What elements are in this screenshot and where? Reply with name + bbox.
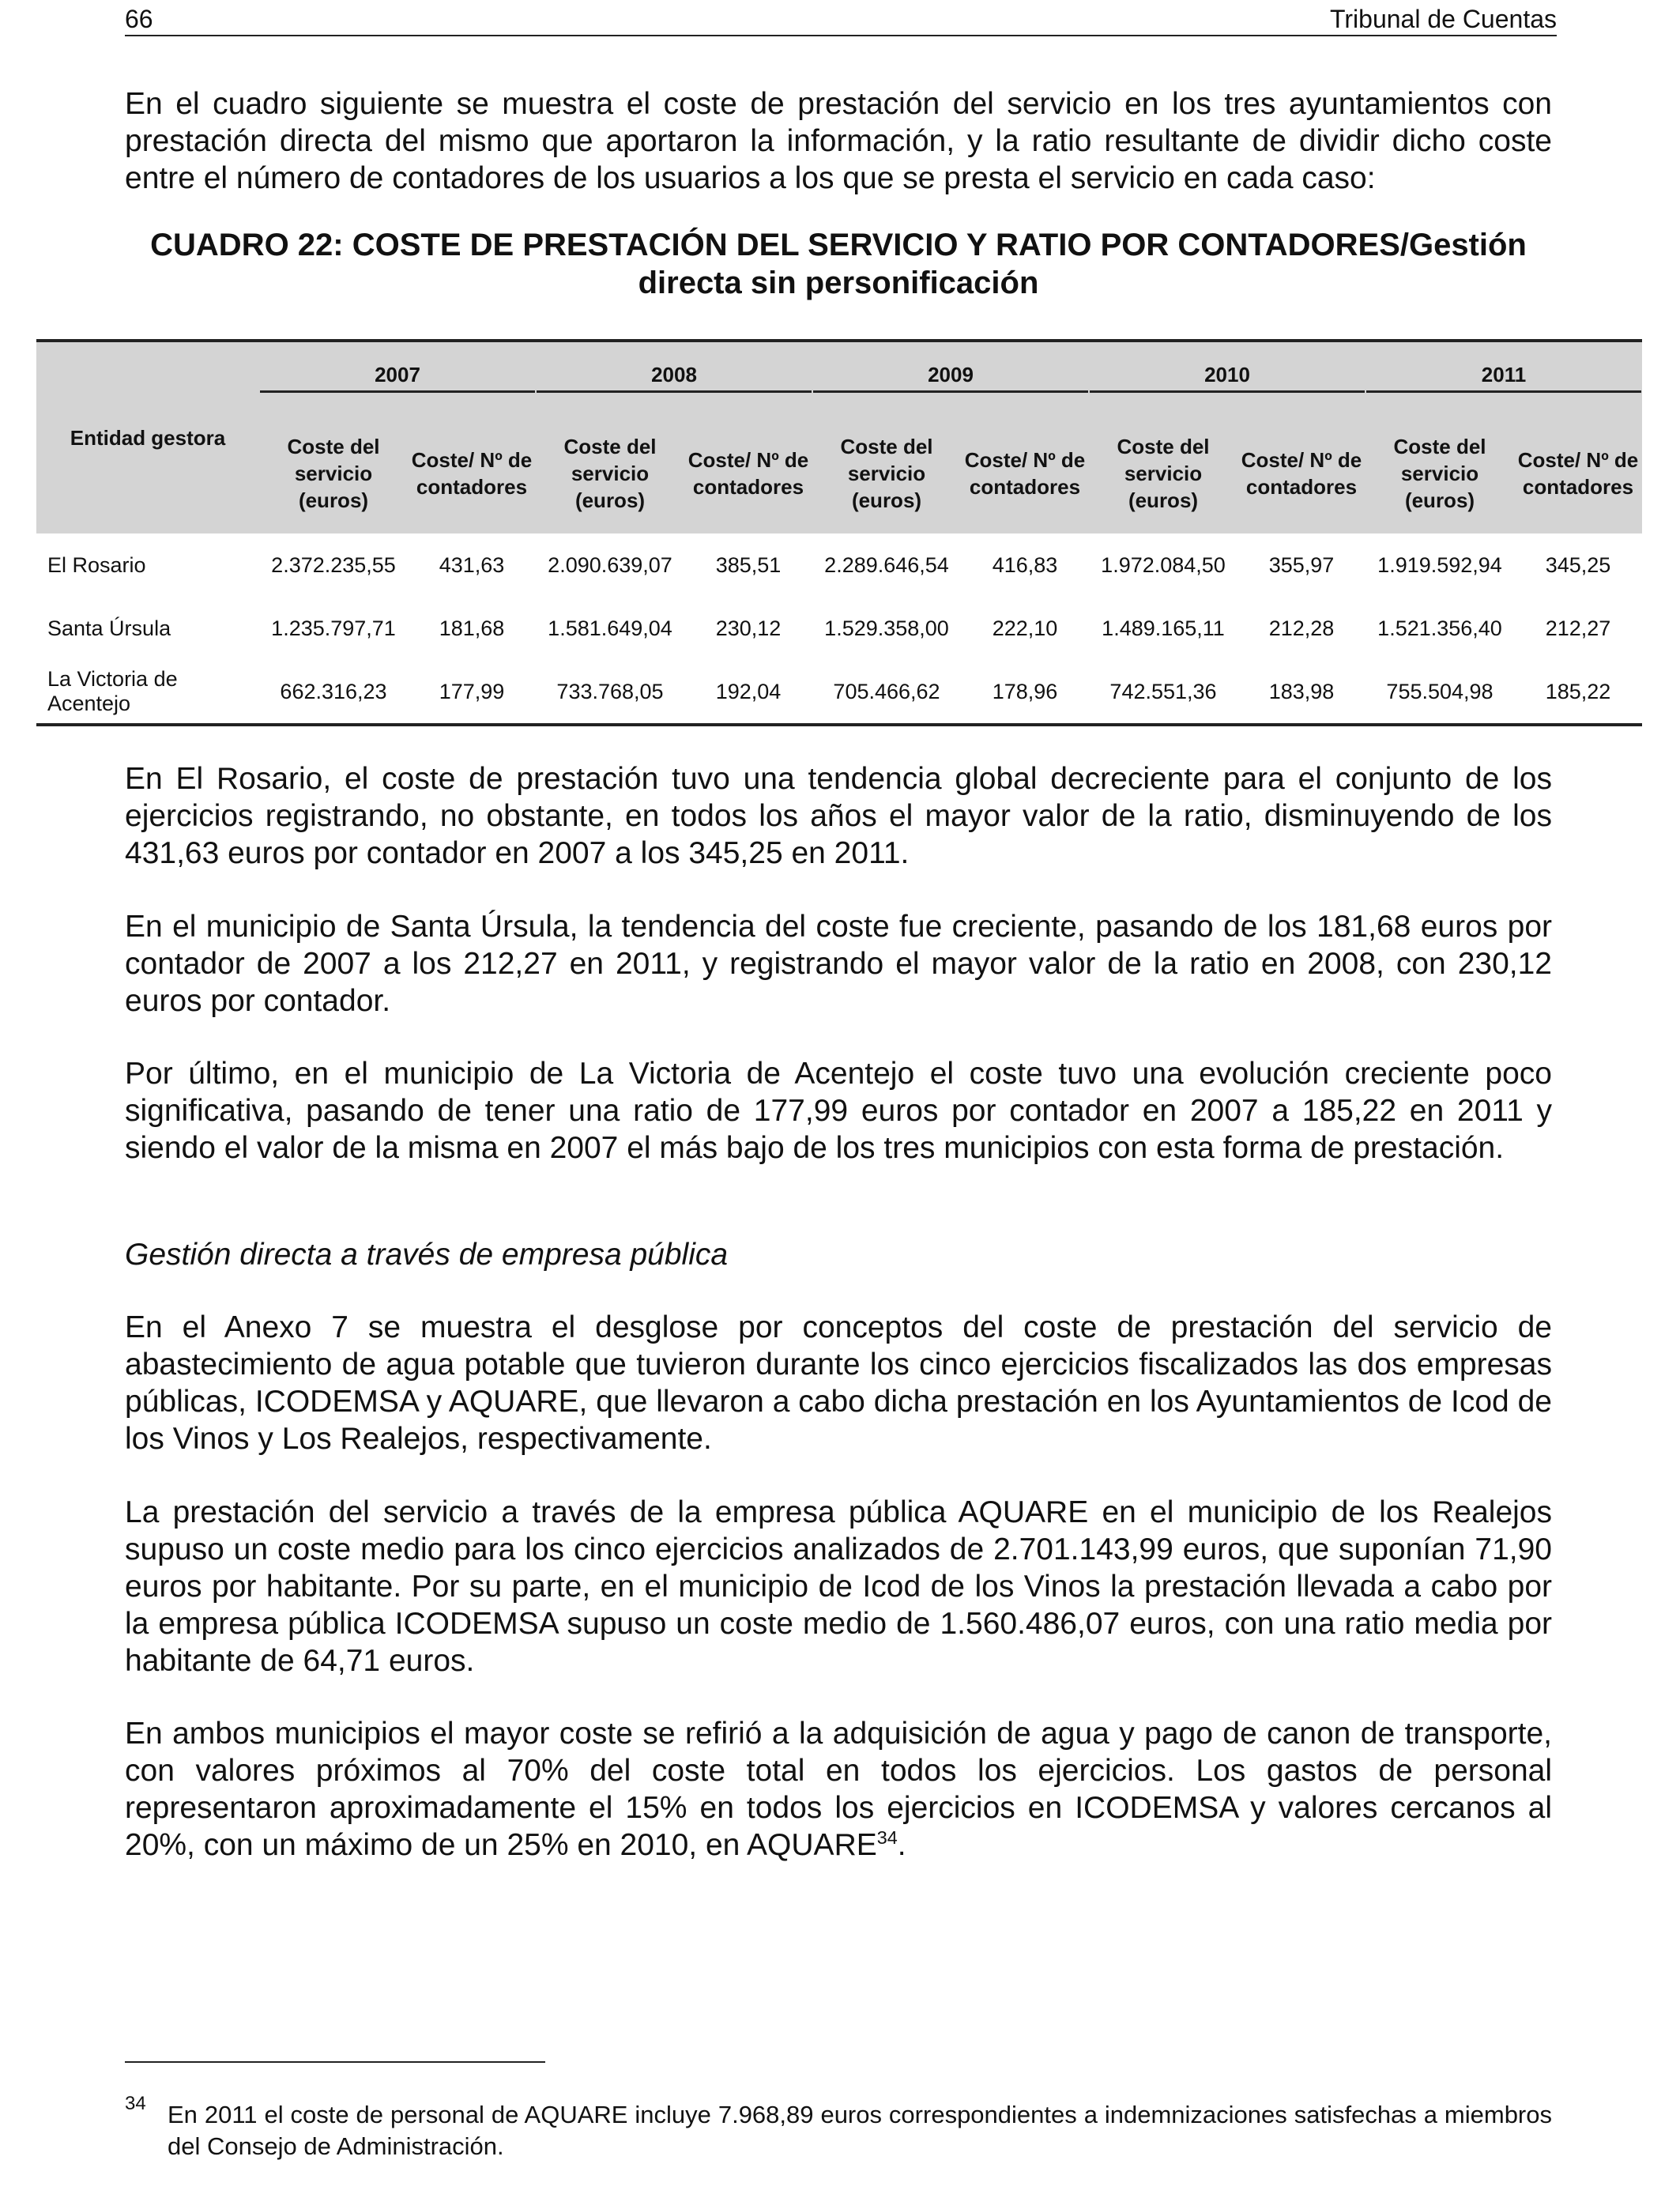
page-header <box>125 3 1557 36</box>
ratio-cell: 178,96 <box>961 660 1089 725</box>
cost-subheader: Coste del servicio (euros) <box>536 413 684 533</box>
year-header: 2008 <box>536 341 812 413</box>
entity-cell: Santa Úrsula <box>36 597 259 660</box>
ratio-cell: 431,63 <box>408 533 536 597</box>
year-header: 2007 <box>259 341 536 413</box>
paragraph-santa-ursula: En el municipio de Santa Úrsula, la tendencia del coste fue creciente, pasando de los 181,68 euros por contador de 2007 a los 212,27 en 2011, y registrando el mayor valor de la ratio en 2008, con 230,12 euros por contador. <box>125 910 1552 1018</box>
footnote-number: 34 <box>125 2093 146 2114</box>
ratio-cell: 185,22 <box>1514 660 1642 725</box>
ratio-subheader: Coste/ Nº de contadores <box>1514 413 1642 533</box>
cost-subheader: Coste del servicio (euros) <box>812 413 961 533</box>
cost-cell: 742.551,36 <box>1089 660 1237 725</box>
header-title: Tribunal de Cuentas <box>1330 5 1557 33</box>
ratio-subheader: Coste/ Nº de contadores <box>684 413 812 533</box>
page-number: 66 <box>125 5 153 33</box>
ratio-cell: 385,51 <box>684 533 812 597</box>
entity-header: Entidad gestora <box>36 341 259 533</box>
table-row <box>36 660 1642 725</box>
cost-subheader: Coste del servicio (euros) <box>1089 413 1237 533</box>
cost-subheader: Coste del servicio (euros) <box>259 413 408 533</box>
year-header: 2010 <box>1089 341 1365 413</box>
cost-cell: 2.289.646,54 <box>812 533 961 597</box>
table-subheader-row <box>36 413 1642 533</box>
ratio-cell: 222,10 <box>961 597 1089 660</box>
cost-cell: 1.972.084,50 <box>1089 533 1237 597</box>
ratio-cell: 416,83 <box>961 533 1089 597</box>
cost-cell: 1.235.797,71 <box>259 597 408 660</box>
paragraph-anexo-7: En el Anexo 7 se muestra el desglose por conceptos del coste de prestación del servicio de abastecimiento de agua potable que tuvieron durante los cinco ejercicios fiscalizados las dos empresas públicas, ICODEMSA y AQUARE, que llevaron a cabo dicha prestación en los Ayuntamientos de Icod de los Vinos y Los Realejos, respectivamente. <box>125 1310 1552 1456</box>
table-title: CUADRO 22: COSTE DE PRESTACIÓN DEL SERVICIO Y RATIO POR CONTADORES/Gestión directa sin personificación <box>150 228 1527 300</box>
cost-table-wrapper <box>36 339 1640 726</box>
ratio-cell: 355,97 <box>1237 533 1365 597</box>
ratio-cell: 192,04 <box>684 660 812 725</box>
cost-cell: 755.504,98 <box>1365 660 1514 725</box>
paragraph-aquare-icodemsa: La prestación del servicio a través de la empresa pública AQUARE en el municipio de los Realejos supuso un coste medio para los cinco ejercicios analizados de 2.701.143,99 euros, que suponían 71,90 euros por habitante. Por su parte, en el municipio de Icod de los Vinos la prestación llevada a cabo por la empresa pública ICODEMSA supuso un coste medio de 1.560.486,07 euros, con una ratio media por habitante de 64,71 euros. <box>125 1495 1552 1678</box>
footnote-separator <box>125 2061 545 2063</box>
cost-cell: 2.090.639,07 <box>536 533 684 597</box>
paragraph-cost-breakdown: En ambos municipios el mayor coste se refirió a la adquisición de agua y pago de canon de transporte, con valores próximos al 70% del coste total en todos los ejercicios. Los gastos de personal representaron aproximadamente el 15% en todos los ejercicios en ICODEMSA y valores cercanos al 20%, con un máximo de un 25% en 2010, en AQUARE$^{34}$. <box>125 1717 1552 1862</box>
cost-cell: 1.521.356,40 <box>1365 597 1514 660</box>
section-subheading: Gestión directa a través de empresa pública <box>125 1238 729 1272</box>
cost-cell: 1.529.358,00 <box>812 597 961 660</box>
cost-subheader: Coste del servicio (euros) <box>1365 413 1514 533</box>
year-header: 2009 <box>812 341 1089 413</box>
entity-cell: La Victoria de Acentejo <box>36 660 259 725</box>
table-year-header-row <box>36 341 1642 413</box>
cost-cell: 1.919.592,94 <box>1365 533 1514 597</box>
ratio-cell: 345,25 <box>1514 533 1642 597</box>
entity-cell: El Rosario <box>36 533 259 597</box>
ratio-cell: 230,12 <box>684 597 812 660</box>
ratio-subheader: Coste/ Nº de contadores <box>408 413 536 533</box>
ratio-cell: 181,68 <box>408 597 536 660</box>
intro-paragraph: En el cuadro siguiente se muestra el coste de prestación del servicio en los tres ayuntamientos con prestación directa del mismo que aportaron la información, y la ratio resultante de dividir dicho coste entre el número de contadores de los usuarios a los que se presta el servicio en cada caso: <box>125 87 1552 195</box>
footnote-reference[interactable]: 34 <box>876 1827 898 1848</box>
paragraph-la-victoria: Por último, en el municipio de La Victoria de Acentejo el coste tuvo una evolución creciente poco significativa, pasando de tener una ratio de 177,99 euros por contador en 2007 a 185,22 en 2011 y siendo el valor de la misma en 2007 el más bajo de los tres municipios con esta forma de prestación. <box>125 1057 1552 1165</box>
paragraph-el-rosario: En El Rosario, el coste de prestación tuvo una tendencia global decreciente para el conjunto de los ejercicios registrando, no obstante, en todos los años el mayor valor de la ratio, disminuyendo de los 431,63 euros por contador en 2007 a los 345,25 en 2011. <box>125 762 1552 870</box>
ratio-cell: 212,28 <box>1237 597 1365 660</box>
cost-cell: 1.581.649,04 <box>536 597 684 660</box>
ratio-subheader: Coste/ Nº de contadores <box>1237 413 1365 533</box>
year-header: 2011 <box>1365 341 1642 413</box>
footnote-text: En 2011 el coste de personal de AQUARE incluye 7.968,89 euros correspondientes a indemnizaciones satisfechas a miembros del Consejo de Administración. <box>168 2101 1552 2160</box>
ratio-cell: 212,27 <box>1514 597 1642 660</box>
table-row <box>36 533 1642 597</box>
cost-cell: 662.316,23 <box>259 660 408 725</box>
cost-cell: 1.489.165,11 <box>1089 597 1237 660</box>
ratio-cell: 177,99 <box>408 660 536 725</box>
ratio-subheader: Coste/ Nº de contadores <box>961 413 1089 533</box>
table-row <box>36 597 1642 660</box>
cost-cell: 705.466,62 <box>812 660 961 725</box>
cost-cell: 733.768,05 <box>536 660 684 725</box>
cost-cell: 2.372.235,55 <box>259 533 408 597</box>
ratio-cell: 183,98 <box>1237 660 1365 725</box>
cost-table <box>36 339 1642 726</box>
